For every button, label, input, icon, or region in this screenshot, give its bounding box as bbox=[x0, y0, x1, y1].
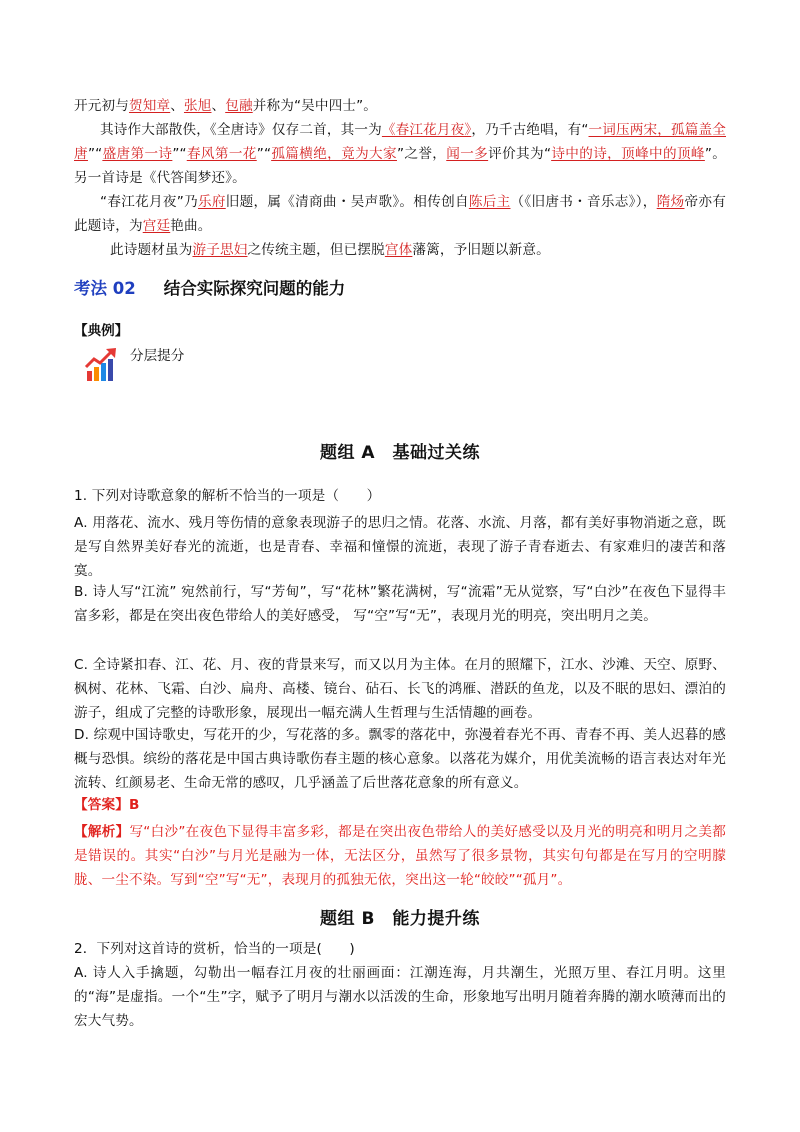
link-yuefu[interactable]: 乐府 bbox=[197, 194, 226, 210]
group-a-title: 题组 A 基础过关练 bbox=[319, 443, 481, 463]
question-1: 1. 下列对诗歌意象的解析不恰当的一项是（ ） bbox=[74, 488, 381, 504]
link-youzi-sifu[interactable]: 游子思妇 bbox=[192, 242, 248, 258]
intro-paragraph-3 bbox=[74, 190, 726, 238]
para-text: 其诗作大部散佚，《全唐诗》仅存二首，其一为 bbox=[100, 122, 382, 138]
para-text: ”“ bbox=[172, 146, 187, 162]
para-text: 评价其为“ bbox=[488, 146, 552, 162]
link-sui-yang[interactable]: 隋炀 bbox=[656, 194, 685, 210]
answer-label: 【答案】 bbox=[74, 797, 129, 813]
link-gongting[interactable]: 宫廷 bbox=[142, 218, 171, 234]
section-number: 考法 02 bbox=[74, 279, 136, 298]
para-text: 之传统主题，但已摆脱 bbox=[247, 242, 385, 258]
analysis-block bbox=[74, 820, 726, 892]
separator: 、 bbox=[170, 98, 184, 114]
para-text: 帝亦有此题诗，为 bbox=[74, 194, 726, 234]
link-quote-3[interactable]: 春风第一花 bbox=[186, 146, 257, 162]
analysis-label: 【解析】 bbox=[74, 824, 130, 840]
link-quote-1[interactable]: 一词压两宋，孤篇盖全唐 bbox=[74, 122, 726, 162]
para-text: 藩篱，予旧题以新意。 bbox=[412, 242, 550, 258]
option-b: B. 诗人写“江流” 宛然前行，写“芳甸”，写“花林”繁花满树，写“流霜”无从觉察，写“白沙”在夜色下显得丰富多彩，都是在突出夜色带给人的美好感受， 写“空”写“无”，表现月光的明亮，突出明月之美。 bbox=[74, 584, 726, 624]
para-text: ”。另一首诗是《代答闺梦还》。 bbox=[74, 146, 727, 186]
para-text: ，乃千古绝唱，有“ bbox=[471, 122, 589, 138]
link-bao-rong[interactable]: 包融 bbox=[225, 98, 253, 114]
link-quote-2[interactable]: 盛唐第一诗 bbox=[102, 146, 173, 162]
intro-paragraph-4 bbox=[74, 238, 726, 262]
chart-growth-icon bbox=[84, 347, 120, 383]
option-b-a: A. 诗人入手擒题，勾勒出一幅春江月夜的壮丽画面：江潮连海，月共潮生，光照万里、春江月明。这里的“海”是虚指。一个“生”字，赋予了明月与潮水以活泼的生命，形象地写出明月随着奔腾的潮水喷薄而出的宏大气势。 bbox=[74, 965, 726, 1029]
link-wen-yiduo[interactable]: 闻一多 bbox=[446, 146, 489, 162]
question-2: 2．下列对这首诗的赏析，恰当的一项是( ) bbox=[74, 941, 355, 957]
analysis-text: 写“白沙”在夜色下显得丰富多彩，都是在突出夜色带给人的美好感受以及月光的明亮和明月之美都是错误的。其实“白沙”与月光是融为一体，无法区分，虽然写了很多景物，其实句句都是在写月的空明朦胧、一尘不染。写到“空”写“无”，表现月的孤独无依，突出这一轮“皎皎”“孤月”。 bbox=[74, 824, 726, 888]
group-b-title: 题组 B 能力提升练 bbox=[320, 909, 480, 929]
para-text: ”“ bbox=[87, 146, 103, 162]
intro-text: 并称为“吴中四士”。 bbox=[252, 98, 378, 114]
option-c: C. 全诗紧扣春、江、花、月、夜的背景来写，而又以月为主体。在月的照耀下，江水、沙滩、天空、原野、枫树、花林、飞霜、白沙、扁舟、高楼、镜台、砧石、长飞的鸿雁、潜跃的鱼龙，以及不眠的思妇、漂泊的游子，组成了完整的诗歌形象，展现出一幅充满人生哲理与生活情趣的画卷。 bbox=[74, 657, 726, 721]
answer-row bbox=[74, 793, 726, 817]
section-heading bbox=[74, 275, 345, 299]
answer-value: B bbox=[128, 797, 140, 813]
intro-line-1 bbox=[74, 94, 726, 118]
link-he-zhizhang[interactable]: 贺知章 bbox=[128, 98, 171, 114]
para-text: ”之誉， bbox=[396, 146, 447, 162]
intro-paragraph-2 bbox=[74, 118, 726, 190]
para-text: 旧题，属《清商曲・吴声歌》。相传创自 bbox=[225, 194, 469, 210]
para-text: ”“ bbox=[256, 146, 272, 162]
intro-text: 开元初与 bbox=[74, 98, 129, 114]
option-a: A. 用落花、流水、残月等伤情的意象表现游子的思归之情。花落、水流、月落，都有美好事物消逝之意，既是写自然界美好春光的流逝，也是青春、幸福和憧憬的流逝，表现了游子青春逝去、有家难归的凄苦和落寞。 bbox=[74, 515, 726, 579]
link-chunjiang-huayueye[interactable]: 《春江花月夜》 bbox=[381, 122, 472, 138]
option-d: D. 综观中国诗歌史，写花开的少，写花落的多。飘零的落花中，弥漫着春光不再、青春不再、美人迟暮的感概与恐惧。缤纷的落花是中国古典诗歌伤春主题的核心意象。以落花为媒介，用优美流畅的语言表达对年光流转、红颜易老、生命无常的感叹，几乎涵盖了后世落花意象的所有意义。 bbox=[74, 727, 726, 791]
example-label: 【典例】 bbox=[74, 323, 129, 339]
link-quote-4[interactable]: 孤篇横绝，竟为大家 bbox=[271, 146, 397, 162]
link-zhang-xu[interactable]: 张旭 bbox=[183, 98, 212, 114]
para-text: （《旧唐书・音乐志》）， bbox=[510, 194, 657, 210]
separator: 、 bbox=[211, 98, 226, 114]
link-gongti[interactable]: 宫体 bbox=[384, 242, 413, 258]
link-chen-houzhu[interactable]: 陈后主 bbox=[468, 194, 511, 210]
section-title: 结合实际探究问题的能力 bbox=[163, 279, 346, 298]
link-quote-5[interactable]: 诗中的诗，顶峰中的顶峰 bbox=[551, 146, 705, 162]
icon-label: 分层提分 bbox=[130, 348, 185, 364]
para-text: “春江花月夜”乃 bbox=[100, 194, 198, 210]
para-text: 艳曲。 bbox=[170, 218, 212, 234]
para-text: 此诗题材虽为 bbox=[110, 242, 193, 258]
